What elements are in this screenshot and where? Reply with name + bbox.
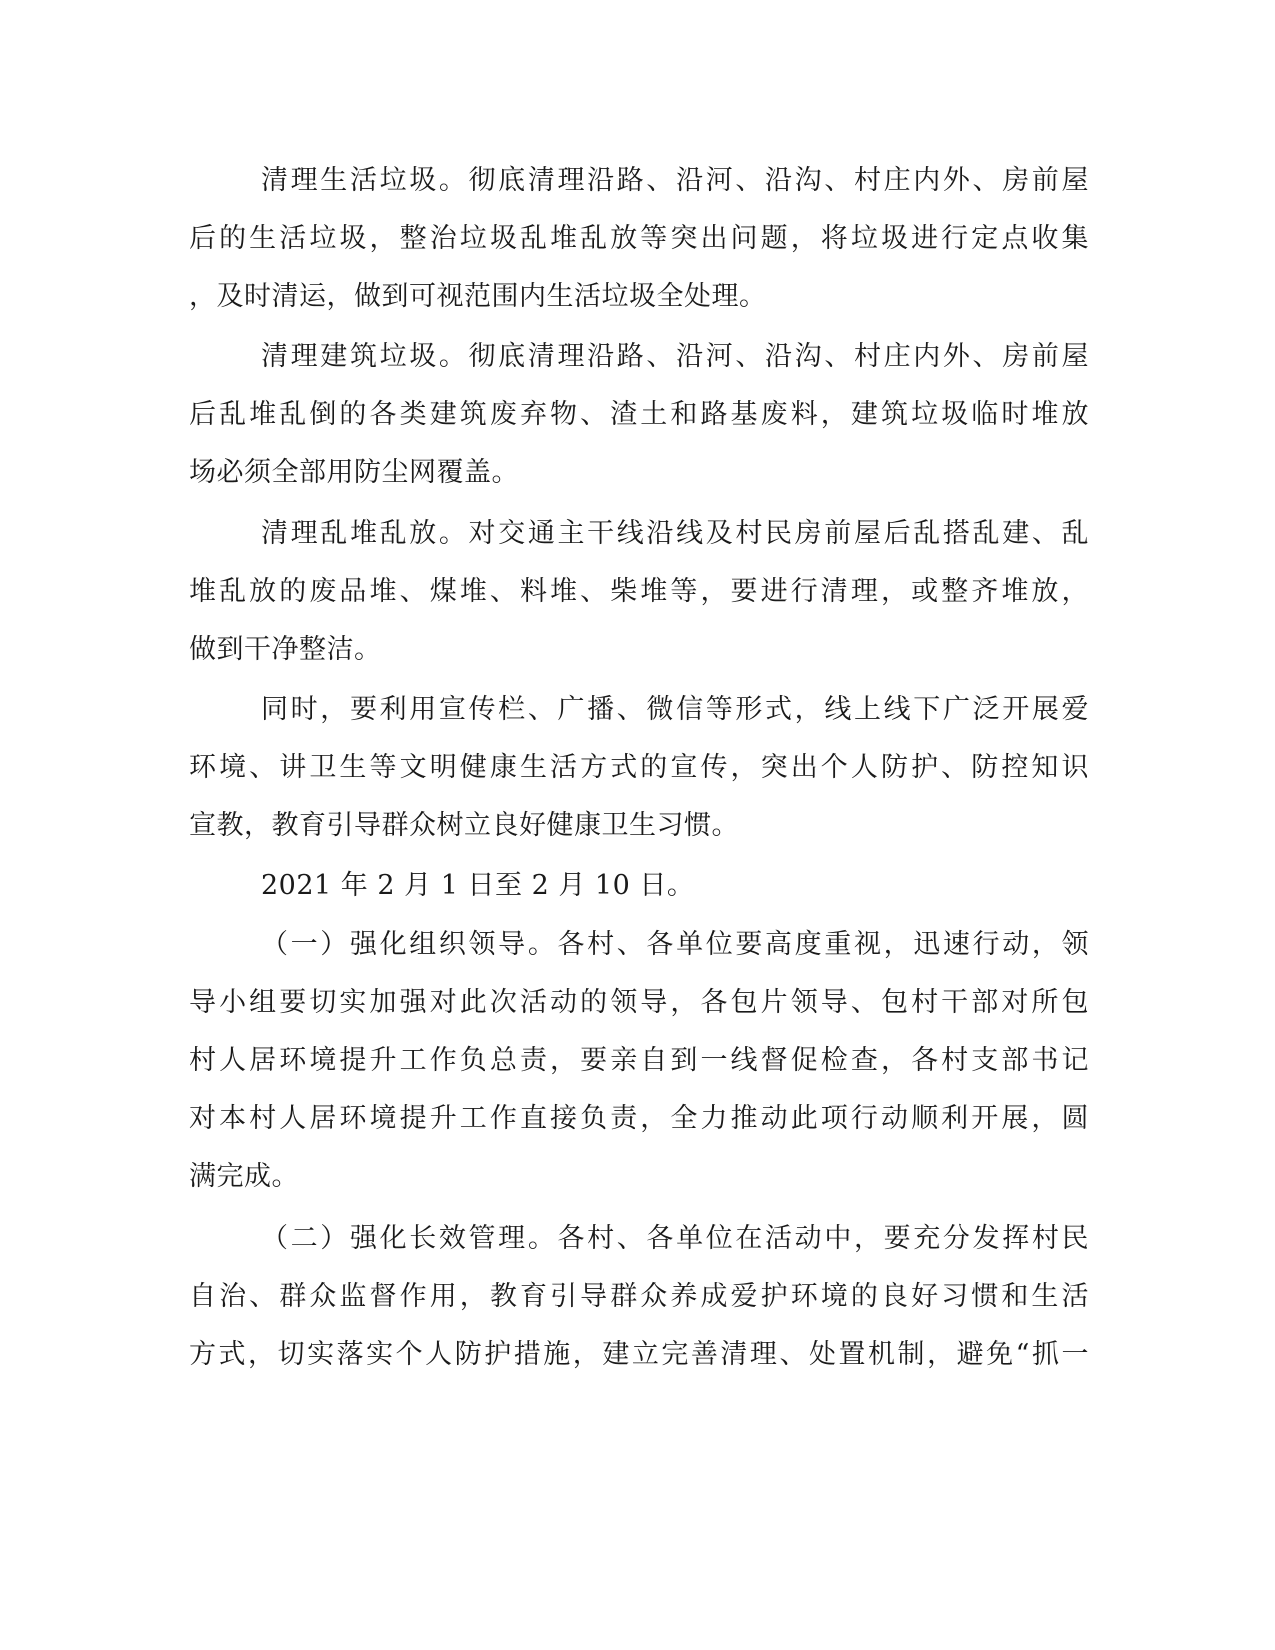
paragraph-2-line-1: 清理建筑垃圾。彻底清理沿路、沿河、沿沟、村庄内外、房前屋 (261, 341, 1089, 372)
paragraph-2-line-2: 后乱堆乱倒的各类建筑废弃物、渣土和路基废料，建筑垃圾临时堆放 (189, 399, 1089, 430)
paragraph-3-line-1: 清理乱堆乱放。对交通主干线沿线及村民房前屋后乱搭乱建、乱 (261, 518, 1089, 549)
paragraph-3-line-3: 做到干净整洁。 (189, 634, 382, 665)
paragraph-7-line-3: 方式，切实落实个人防护措施，建立完善清理、处置机制，避免“抓一 (189, 1339, 1089, 1370)
paragraph-6-line-5: 满完成。 (189, 1161, 299, 1192)
paragraph-2-line-3: 场必须全部用防尘网覆盖。 (189, 457, 519, 488)
paragraph-6-line-3: 村人居环境提升工作负总责，要亲自到一线督促检查，各村支部书记 (189, 1045, 1089, 1076)
paragraph-1-line-3: ，及时清运，做到可视范围内生活垃圾全处理。 (189, 281, 767, 312)
paragraph-4-line-3: 宣教，教育引导群众树立良好健康卫生习惯。 (189, 810, 739, 841)
paragraph-1-line-1: 清理生活垃圾。彻底清理沿路、沿河、沿沟、村庄内外、房前屋 (261, 165, 1089, 196)
paragraph-3-line-2: 堆乱放的废品堆、煤堆、料堆、柴堆等，要进行清理，或整齐堆放， (189, 576, 1089, 607)
paragraph-7-line-1: （二）强化长效管理。各村、各单位在活动中，要充分发挥村民 (261, 1223, 1089, 1254)
paragraph-6-line-2: 导小组要切实加强对此次活动的领导，各包片领导、包村干部对所包 (189, 987, 1089, 1018)
paragraph-7-line-2: 自治、群众监督作用，教育引导群众养成爱护环境的良好习惯和生活 (189, 1281, 1089, 1312)
date-range-line: 2021 年 2 月 1 日至 2 月 10 日。 (261, 870, 695, 901)
paragraph-6-line-1: （一）强化组织领导。各村、各单位要高度重视，迅速行动，领 (261, 929, 1089, 960)
paragraph-1-line-2: 后的生活垃圾，整治垃圾乱堆乱放等突出问题，将垃圾进行定点收集 (189, 223, 1089, 254)
paragraph-6-line-4: 对本村人居环境提升工作直接负责，全力推动此项行动顺利开展，圆 (189, 1103, 1089, 1134)
paragraph-4-line-1: 同时，要利用宣传栏、广播、微信等形式，线上线下广泛开展爱 (261, 694, 1089, 725)
paragraph-4-line-2: 环境、讲卫生等文明健康生活方式的宣传，突出个人防护、防控知识 (189, 752, 1089, 783)
